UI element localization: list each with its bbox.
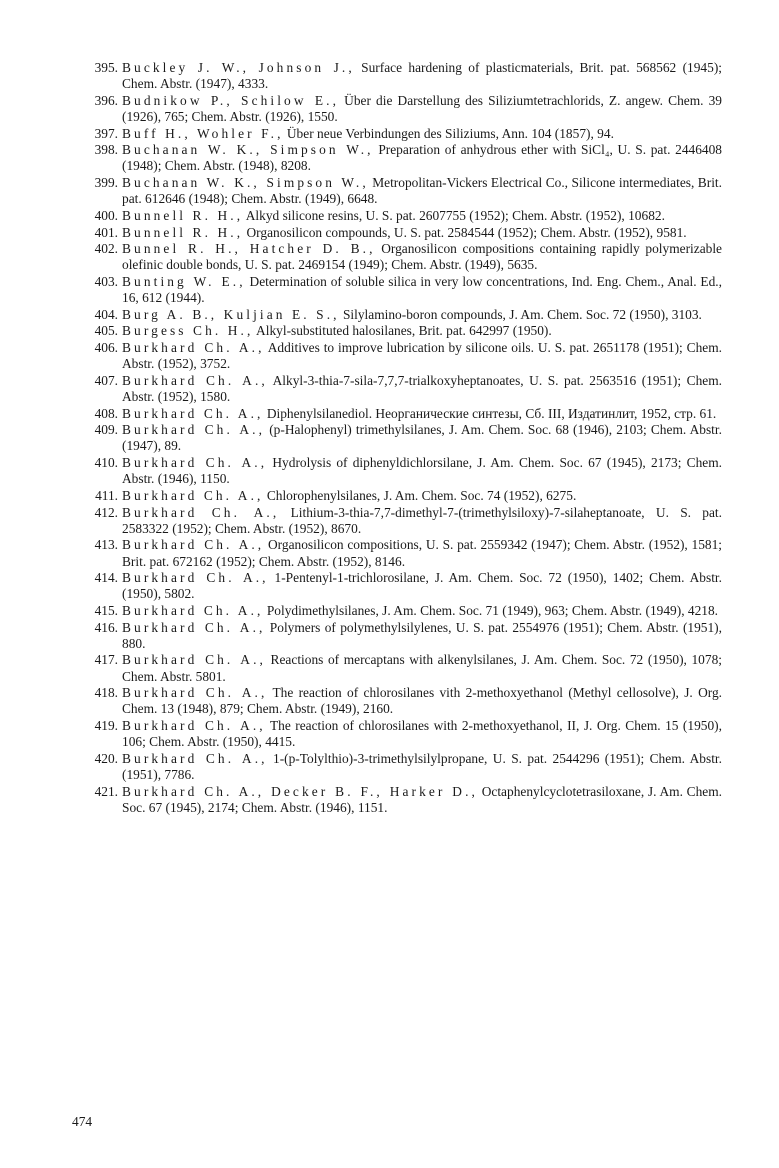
reference-body bbox=[122, 126, 722, 142]
reference-number: 400. bbox=[94, 207, 118, 223]
reference-authors: Bunting W. E., bbox=[122, 273, 246, 289]
reference-text: Chlorophenylsilanes, J. Am. Chem. Soc. 74 (1952), 6275. bbox=[263, 487, 577, 503]
reference-body bbox=[122, 142, 722, 174]
reference-body bbox=[122, 620, 722, 652]
reference-authors: Burkhard Ch. A., bbox=[122, 504, 280, 520]
reference-body bbox=[122, 570, 722, 602]
reference-text: Alkyl-substituted halosilanes, Brit. pat. 642997 (1950). bbox=[253, 323, 552, 339]
reference-number: 398. bbox=[94, 142, 118, 158]
reference-authors: Burkhard Ch. A., bbox=[122, 718, 266, 733]
reference-entry bbox=[72, 537, 722, 569]
reference-entry bbox=[72, 225, 722, 241]
reference-entry bbox=[72, 175, 722, 207]
reference-body bbox=[122, 784, 722, 816]
reference-body bbox=[122, 60, 722, 92]
reference-number: 419. bbox=[94, 718, 118, 733]
reference-authors: Burkhard Ch. A., bbox=[122, 487, 264, 503]
reference-body bbox=[122, 406, 722, 422]
reference-authors: Burkhard Ch. A., bbox=[122, 455, 268, 471]
reference-text: 1-(p-Tolylthio)-3-trimethylsilylpropane, U. S. pat. 2544296 (1951); Chem. Abstr. (1951), 7786. bbox=[122, 750, 722, 782]
reference-text: Diphenylsilanediol. Неорганические синтезы, Сб. III, Издатинлит, 1952, стр. 61. bbox=[263, 405, 717, 421]
reference-text: Lithium-3-thia-7,7-dimethyl-7-(trimethylsiloxy)-7-silaheptanoate, U. S. pat. 2583322 (1952); Chem. Abstr. (1952), 8670. bbox=[122, 504, 722, 536]
reference-body bbox=[122, 175, 722, 207]
reference-text: Reactions of mercaptans with alkenylsilanes, J. Am. Chem. Soc. 72 (1950), 1078; Chem. Abstr. 5801. bbox=[122, 652, 722, 684]
reference-authors: Burkhard Ch. A., bbox=[122, 750, 268, 766]
reference-number: 399. bbox=[94, 175, 118, 191]
reference-number: 396. bbox=[94, 92, 118, 108]
reference-authors: Bunnell R. H., bbox=[122, 224, 244, 240]
reference-text: Polydimethylsilanes, J. Am. Chem. Soc. 71 (1949), 963; Chem. Abstr. (1949), 4218. bbox=[263, 602, 719, 618]
reference-number: 417. bbox=[94, 652, 118, 668]
reference-entry bbox=[72, 274, 722, 306]
reference-entry bbox=[72, 685, 722, 717]
reference-entry bbox=[72, 142, 722, 174]
reference-text: Organosilicon compositions, U. S. pat. 2559342 (1947); Chem. Abstr. (1952), 1581; Brit. pat. 672162 (1952); Chem. Abstr. (1952), 8146. bbox=[122, 537, 722, 569]
reference-body bbox=[122, 373, 722, 405]
reference-body bbox=[122, 323, 722, 339]
reference-authors: Burkhard Ch. A., bbox=[122, 340, 265, 356]
reference-entry bbox=[72, 208, 722, 224]
reference-number: 412. bbox=[94, 504, 118, 520]
reference-entry bbox=[72, 340, 722, 372]
reference-body bbox=[122, 718, 722, 750]
reference-body bbox=[122, 225, 722, 241]
reference-entry bbox=[72, 603, 722, 619]
reference-entry bbox=[72, 60, 722, 92]
reference-authors: Bunnel R. H., Hatcher D. B., bbox=[122, 241, 376, 257]
reference-entry bbox=[72, 751, 722, 783]
reference-body bbox=[122, 422, 722, 454]
reference-text: Metropolitan-Vickers Electrical Co., Silicone intermediates, Brit. pat. 612646 (1948); Chem. Abstr. (1949), 6648. bbox=[122, 175, 722, 207]
reference-text: Hydrolysis of diphenyldichlorsilane, J. Am. Chem. Soc. 67 (1945), 2173; Chem. Abstr. (1946), 1150. bbox=[122, 455, 722, 487]
reference-authors: Burkhard Ch. A., bbox=[122, 652, 266, 668]
reference-authors: Burkhard Ch. A., bbox=[122, 372, 268, 388]
reference-authors: Burkhard Ch. A., bbox=[122, 602, 264, 618]
reference-entry bbox=[72, 126, 722, 142]
reference-body bbox=[122, 340, 722, 372]
reference-text: Additives to improve lubrication by silicone oils. U. S. pat. 2651178 (1951); Chem. Abstr. (1952), 3752. bbox=[122, 340, 722, 372]
reference-number: 408. bbox=[94, 405, 118, 421]
reference-number: 406. bbox=[94, 340, 118, 356]
reference-entry bbox=[72, 323, 722, 339]
reference-entry bbox=[72, 784, 722, 816]
reference-body bbox=[122, 603, 722, 619]
reference-authors: Buckley J. W., Johnson J., bbox=[122, 60, 355, 75]
reference-text: Alkyd silicone resins, U. S. pat. 2607755 (1952); Chem. Abstr. (1952), 10682. bbox=[243, 207, 665, 223]
reference-number: 402. bbox=[94, 241, 118, 257]
reference-entry bbox=[72, 422, 722, 454]
reference-authors: Buchanan W. K., Simpson W., bbox=[122, 142, 374, 158]
reference-authors: Buchanan W. K., Simpson W., bbox=[122, 175, 369, 191]
reference-entry bbox=[72, 241, 722, 273]
reference-entry bbox=[72, 93, 722, 125]
reference-number: 403. bbox=[94, 273, 118, 289]
reference-entry bbox=[72, 455, 722, 487]
reference-number: 421. bbox=[94, 783, 118, 799]
reference-body bbox=[122, 208, 722, 224]
reference-entry bbox=[72, 488, 722, 504]
reference-authors: Burkhard Ch. A., bbox=[122, 570, 269, 586]
reference-authors: Burkhard Ch. A., bbox=[122, 685, 268, 701]
reference-number: 397. bbox=[94, 125, 118, 141]
reference-text: Polymers of polymethylsilylenes, U. S. pat. 2554976 (1951); Chem. Abstr. (1951), 880. bbox=[122, 619, 722, 651]
reference-entry bbox=[72, 620, 722, 652]
reference-number: 410. bbox=[94, 455, 118, 471]
reference-entry bbox=[72, 307, 722, 323]
reference-text: Surface hardening of plasticmaterials, Brit. pat. 568562 (1945); Chem. Abstr. (1947), 4333. bbox=[122, 60, 723, 92]
reference-authors: Burkhard Ch. A., bbox=[122, 422, 266, 438]
reference-number: 411. bbox=[95, 487, 118, 503]
reference-entry bbox=[72, 373, 722, 405]
reference-text: Organosilicon compounds, U. S. pat. 2584544 (1952); Chem. Abstr. (1952), 9581. bbox=[243, 224, 687, 240]
reference-text: Silylamino-boron compounds, J. Am. Chem. Soc. 72 (1950), 3103. bbox=[339, 306, 702, 322]
reference-text: 1-Pentenyl-1-trichlorosilane, J. Am. Chem. Soc. 72 (1950), 1402; Chem. Abstr. (1950), 5802. bbox=[122, 570, 722, 602]
reference-body bbox=[122, 455, 722, 487]
reference-body bbox=[122, 93, 722, 125]
reference-authors: Burgess Ch. H., bbox=[122, 323, 254, 339]
reference-number: 404. bbox=[94, 306, 118, 322]
page-number: 474 bbox=[72, 1114, 93, 1129]
reference-authors: Burg A. B., Kuljian E. S., bbox=[122, 306, 340, 322]
reference-number: 401. bbox=[94, 224, 118, 240]
reference-body bbox=[122, 652, 722, 684]
reference-entry bbox=[72, 718, 722, 750]
reference-authors: Burkhard Ch. A., bbox=[122, 619, 266, 635]
reference-text: Über neue Verbindungen des Siliziums, Ann. 104 (1857), 94. bbox=[283, 125, 614, 141]
reference-text: The reaction of chlorosilanes vith 2-methoxyethanol (Methyl cellosolve), J. Org. Chem. 13 (1948), 879; Chem. Abstr. (1949), 2160. bbox=[122, 685, 722, 717]
reference-text: Determination of soluble silica in very low concentrations, Ind. Eng. Chem., Anal. Ed., 16, 612 (1944). bbox=[122, 273, 723, 306]
reference-body bbox=[122, 488, 722, 504]
reference-text: Alkyl-3-thia-7-sila-7,7,7-trialkoxyheptanoates, U. S. pat. 2563516 (1951); Chem. Abstr. (1952), 1580. bbox=[122, 372, 722, 404]
reference-number: 409. bbox=[94, 422, 118, 438]
reference-body bbox=[122, 751, 722, 783]
reference-text: The reaction of chlorosilanes with 2-methoxyethanol, II, J. Org. Chem. 15 (1950), 106; Chem. Abstr. (1950), 4415. bbox=[122, 718, 722, 750]
reference-authors: Buff H., Wohler F., bbox=[122, 125, 284, 141]
reference-number: 415. bbox=[94, 602, 118, 618]
reference-number: 418. bbox=[94, 685, 118, 701]
reference-text: (p-Halophenyl) trimethylsilanes, J. Am. Chem. Soc. 68 (1946), 2103; Chem. Abstr. (1947), 89. bbox=[122, 422, 722, 454]
reference-number: 414. bbox=[94, 570, 118, 586]
reference-body bbox=[122, 537, 722, 569]
reference-body bbox=[122, 274, 722, 306]
reference-number: 407. bbox=[94, 372, 118, 388]
reference-number: 416. bbox=[94, 619, 118, 635]
reference-entry bbox=[72, 570, 722, 602]
reference-authors: Bunnell R. H., bbox=[122, 207, 244, 223]
reference-text: Organosilicon compositions containing rapidly polymerizable olefinic double bonds, U. S. pat. 2469154 (1949); Chem. Abstr. (1949), 5635. bbox=[122, 241, 722, 273]
reference-text: Preparation of anhydrous ether with SiCl₄, U. S. pat. 2446408 (1948); Chem. Abstr. (1948), 8208. bbox=[122, 142, 722, 174]
reference-entry bbox=[72, 652, 722, 684]
reference-entry bbox=[72, 505, 722, 537]
reference-number: 413. bbox=[94, 537, 118, 553]
reference-number: 405. bbox=[94, 323, 118, 339]
reference-authors: Burkhard Ch. A., bbox=[122, 405, 264, 421]
reference-list bbox=[72, 60, 722, 816]
reference-authors: Budnikow P., Schilow E., bbox=[122, 92, 340, 108]
reference-body bbox=[122, 505, 722, 537]
reference-text: Octaphenylcyclotetrasiloxane, J. Am. Chem. Soc. 67 (1945), 2174; Chem. Abstr. (1946), 1151. bbox=[122, 783, 722, 815]
reference-authors: Burkhard Ch. A., Decker B. F., Harker D., bbox=[122, 783, 478, 799]
reference-text: Über die Darstellung des Siliziumtetrachlorids, Z. angew. Chem. 39 (1926), 765; Chem. Abstr. (1926), 1550. bbox=[122, 92, 723, 124]
reference-body bbox=[122, 307, 722, 323]
reference-number: 420. bbox=[94, 750, 118, 766]
reference-entry bbox=[72, 406, 722, 422]
reference-authors: Burkhard Ch. A., bbox=[122, 537, 265, 553]
reference-body bbox=[122, 685, 722, 717]
reference-number: 395. bbox=[94, 60, 118, 75]
reference-body bbox=[122, 241, 722, 273]
